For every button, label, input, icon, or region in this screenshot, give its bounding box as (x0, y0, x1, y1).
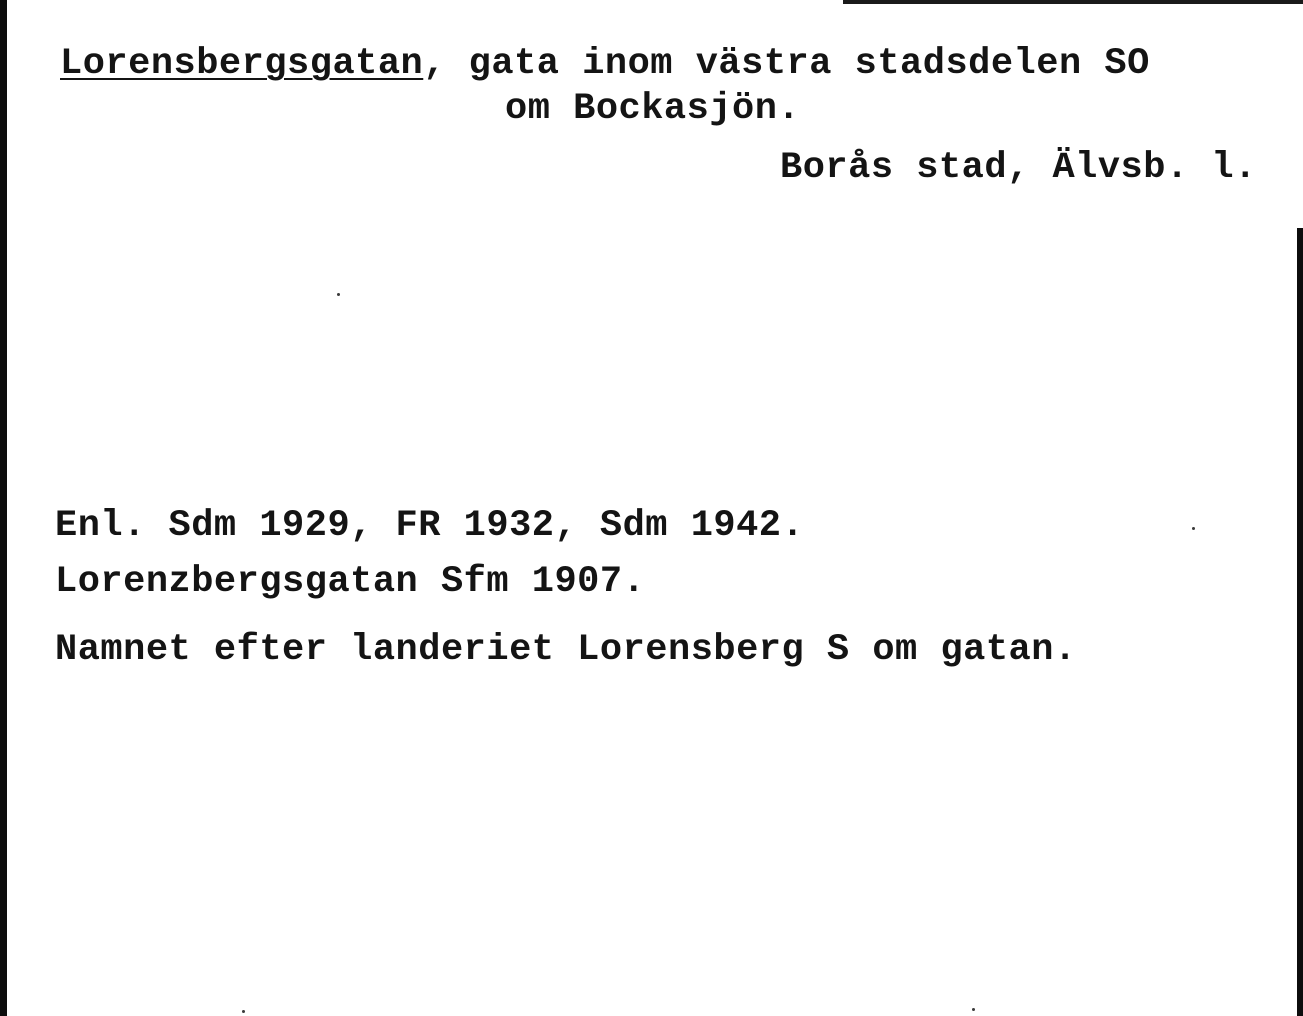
definition-line-1: , gata inom västra stadsdelen SO (423, 43, 1150, 85)
card-top-edge (843, 0, 1303, 4)
location-line: Borås stad, Älvsb. l. (780, 147, 1257, 189)
card-right-edge (1297, 228, 1303, 1016)
note-line: Namnet efter landeriet Lorensberg S om gatan. (55, 629, 1077, 671)
card-left-edge (0, 0, 7, 1016)
paper-speck (242, 1010, 245, 1013)
sources-line: Enl. Sdm 1929, FR 1932, Sdm 1942. (55, 505, 805, 547)
paper-speck (337, 293, 340, 296)
paper-speck (1192, 527, 1195, 530)
definition-line-2: om Bockasjön. (505, 88, 801, 130)
headword: Lorensbergsgatan (60, 43, 424, 85)
paper-speck (972, 1008, 975, 1011)
entry-heading-line (60, 42, 1150, 86)
variant-line: Lorenzbergsgatan Sfm 1907. (55, 561, 646, 603)
